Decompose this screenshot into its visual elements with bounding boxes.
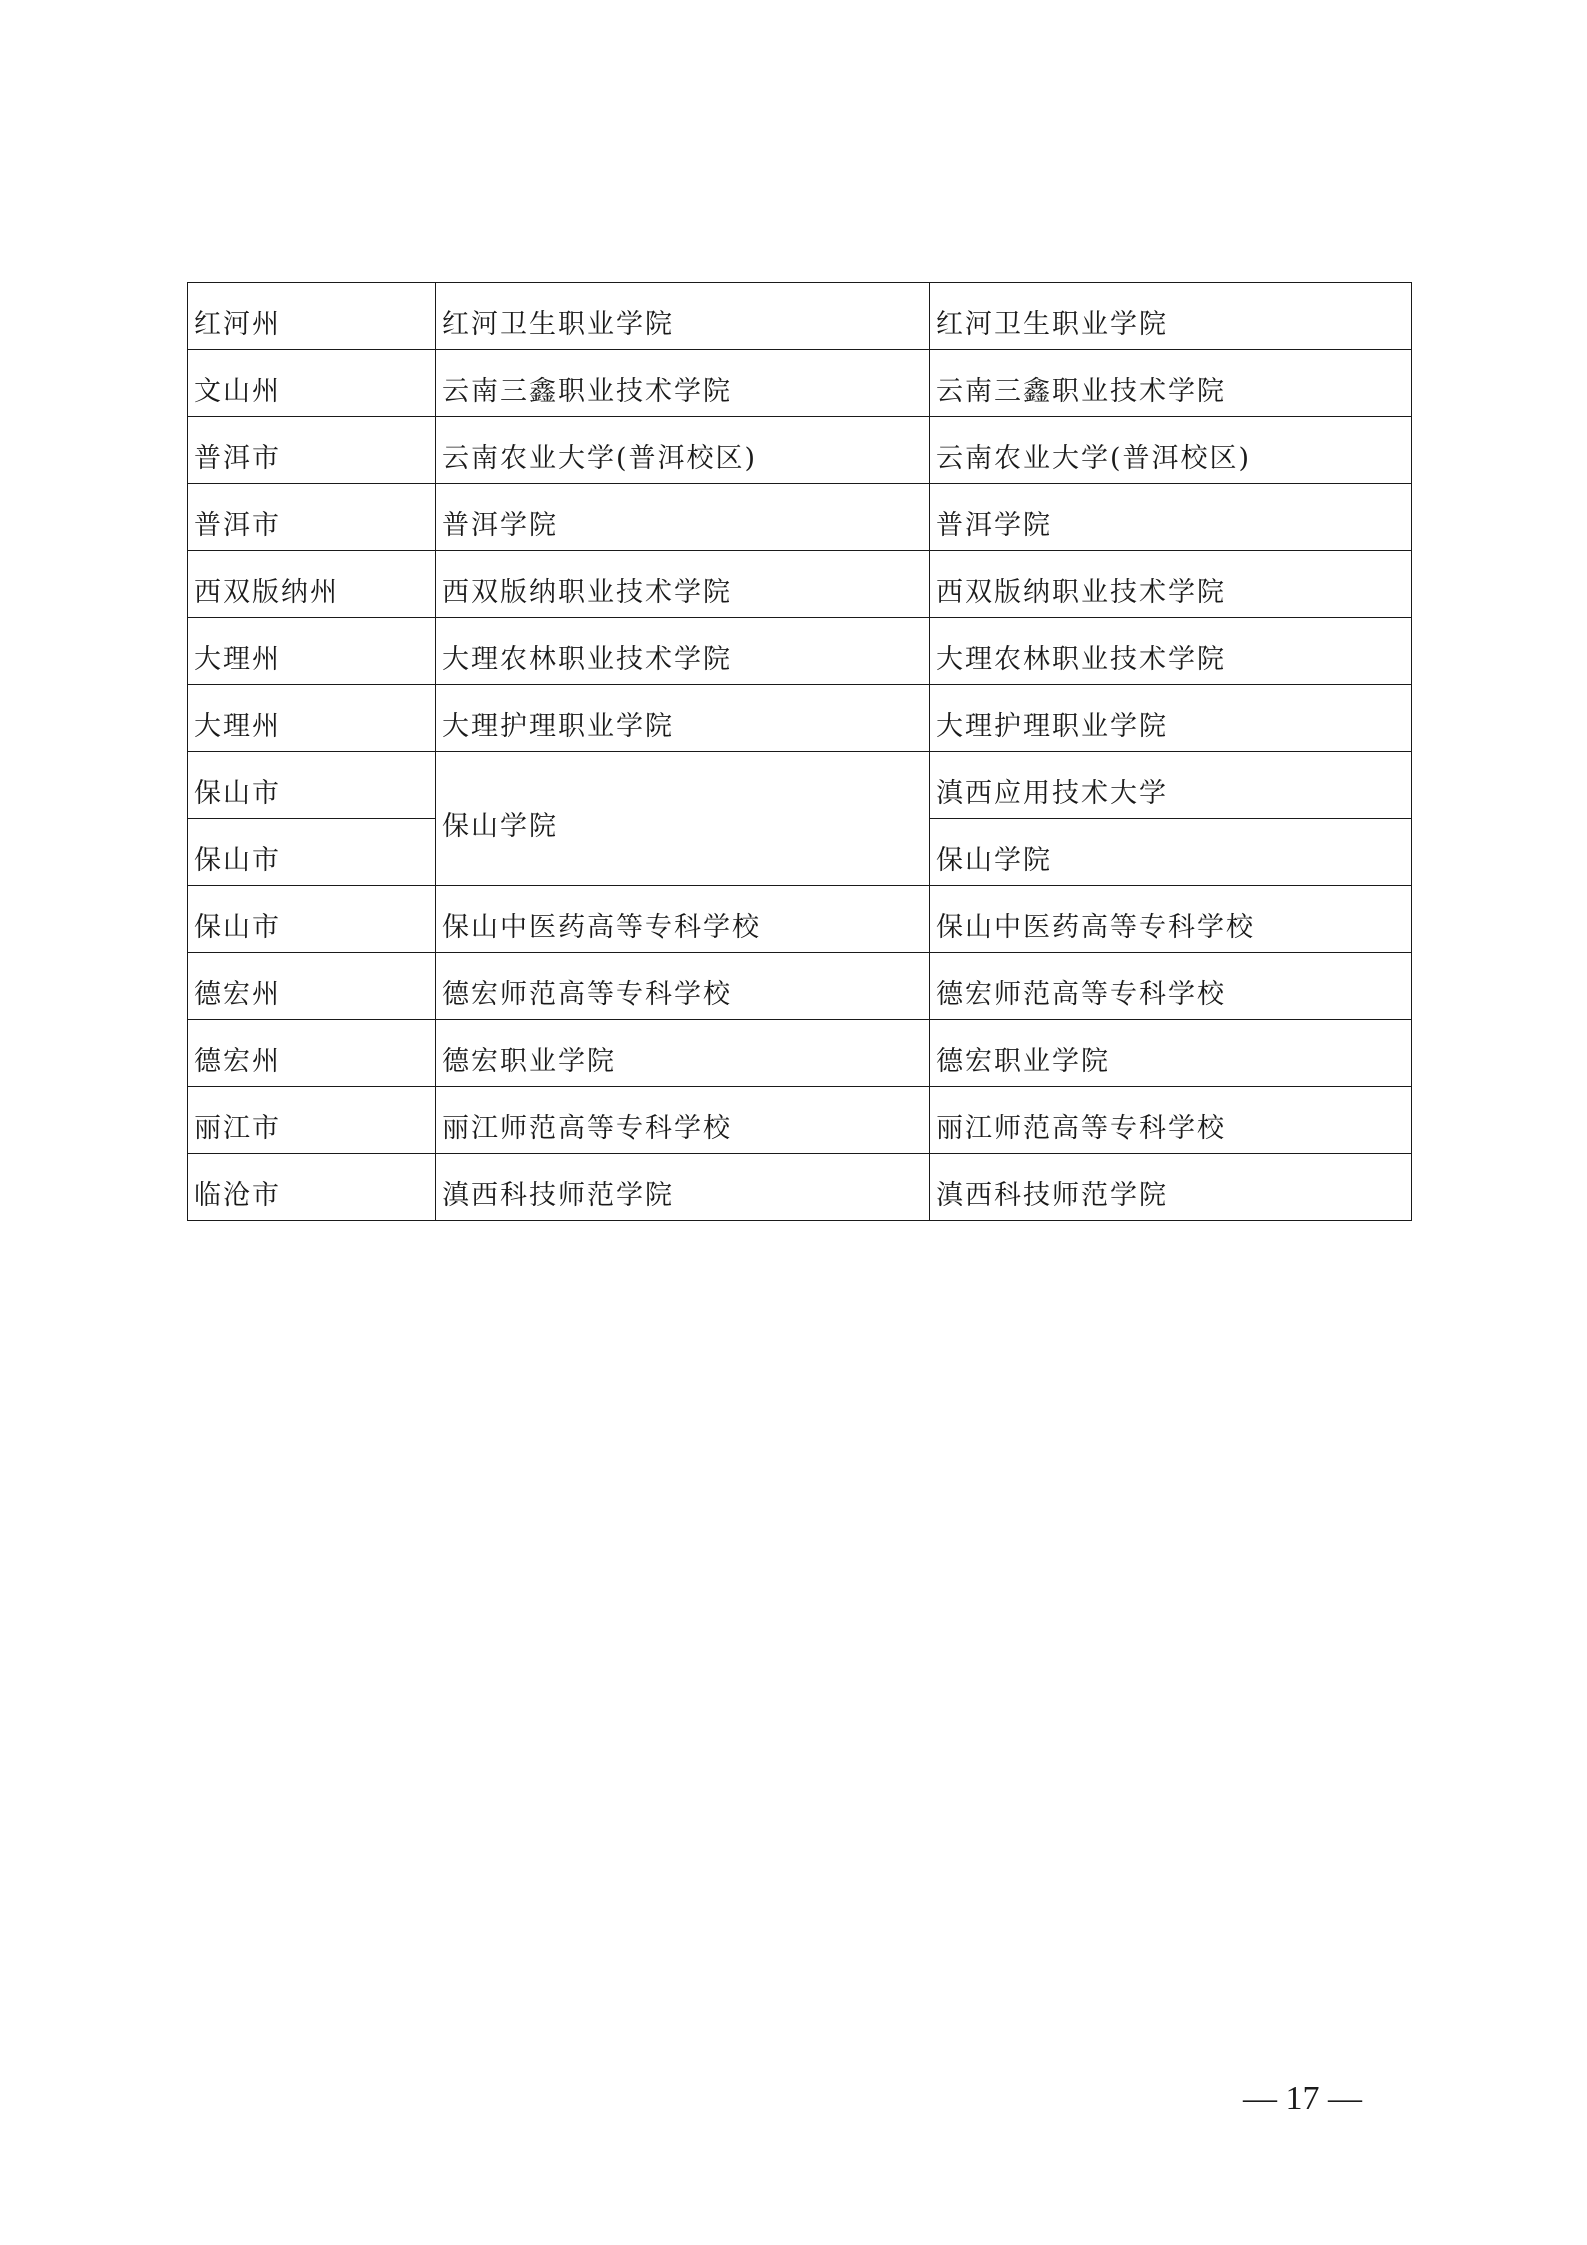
table-row (188, 685, 1412, 752)
school-cell: 大理农林职业技术学院 (436, 618, 930, 685)
school-cell-merged: 保山学院 (436, 752, 930, 886)
table-row (188, 1087, 1412, 1154)
school-cell: 大理护理职业学院 (436, 685, 930, 752)
campus-cell: 普洱学院 (930, 484, 1412, 551)
region-cell: 普洱市 (188, 417, 436, 484)
region-cell: 红河州 (188, 283, 436, 350)
table-row (188, 551, 1412, 618)
region-cell: 德宏州 (188, 1020, 436, 1087)
school-cell: 保山中医药高等专科学校 (436, 886, 930, 953)
school-cell: 丽江师范高等专科学校 (436, 1087, 930, 1154)
region-cell: 大理州 (188, 618, 436, 685)
schools-table (187, 282, 1412, 1221)
campus-cell: 云南三鑫职业技术学院 (930, 350, 1412, 417)
school-cell: 德宏师范高等专科学校 (436, 953, 930, 1020)
region-cell: 德宏州 (188, 953, 436, 1020)
page-number: — 17 — (1243, 2080, 1362, 2117)
table-row (188, 618, 1412, 685)
table-row (188, 1020, 1412, 1087)
table-row (188, 752, 1412, 819)
region-cell: 普洱市 (188, 484, 436, 551)
school-cell: 云南三鑫职业技术学院 (436, 350, 930, 417)
region-cell: 保山市 (188, 819, 436, 886)
table-row (188, 417, 1412, 484)
school-cell: 西双版纳职业技术学院 (436, 551, 930, 618)
campus-cell: 德宏职业学院 (930, 1020, 1412, 1087)
campus-cell: 德宏师范高等专科学校 (930, 953, 1412, 1020)
campus-cell: 滇西科技师范学院 (930, 1154, 1412, 1221)
school-cell: 普洱学院 (436, 484, 930, 551)
region-cell: 丽江市 (188, 1087, 436, 1154)
campus-cell: 保山学院 (930, 819, 1412, 886)
region-cell: 保山市 (188, 886, 436, 953)
campus-cell: 保山中医药高等专科学校 (930, 886, 1412, 953)
campus-cell: 丽江师范高等专科学校 (930, 1087, 1412, 1154)
region-cell: 临沧市 (188, 1154, 436, 1221)
school-cell: 滇西科技师范学院 (436, 1154, 930, 1221)
campus-cell: 大理护理职业学院 (930, 685, 1412, 752)
table-row (188, 886, 1412, 953)
campus-cell: 大理农林职业技术学院 (930, 618, 1412, 685)
region-cell: 保山市 (188, 752, 436, 819)
table-row (188, 350, 1412, 417)
table-row (188, 1154, 1412, 1221)
campus-cell: 西双版纳职业技术学院 (930, 551, 1412, 618)
campus-cell: 云南农业大学(普洱校区) (930, 417, 1412, 484)
table-row (188, 283, 1412, 350)
table-row (188, 484, 1412, 551)
campus-cell: 红河卫生职业学院 (930, 283, 1412, 350)
region-cell: 大理州 (188, 685, 436, 752)
table-row (188, 953, 1412, 1020)
school-cell: 红河卫生职业学院 (436, 283, 930, 350)
school-cell: 云南农业大学(普洱校区) (436, 417, 930, 484)
region-cell: 文山州 (188, 350, 436, 417)
school-cell: 德宏职业学院 (436, 1020, 930, 1087)
campus-cell: 滇西应用技术大学 (930, 752, 1412, 819)
region-cell: 西双版纳州 (188, 551, 436, 618)
